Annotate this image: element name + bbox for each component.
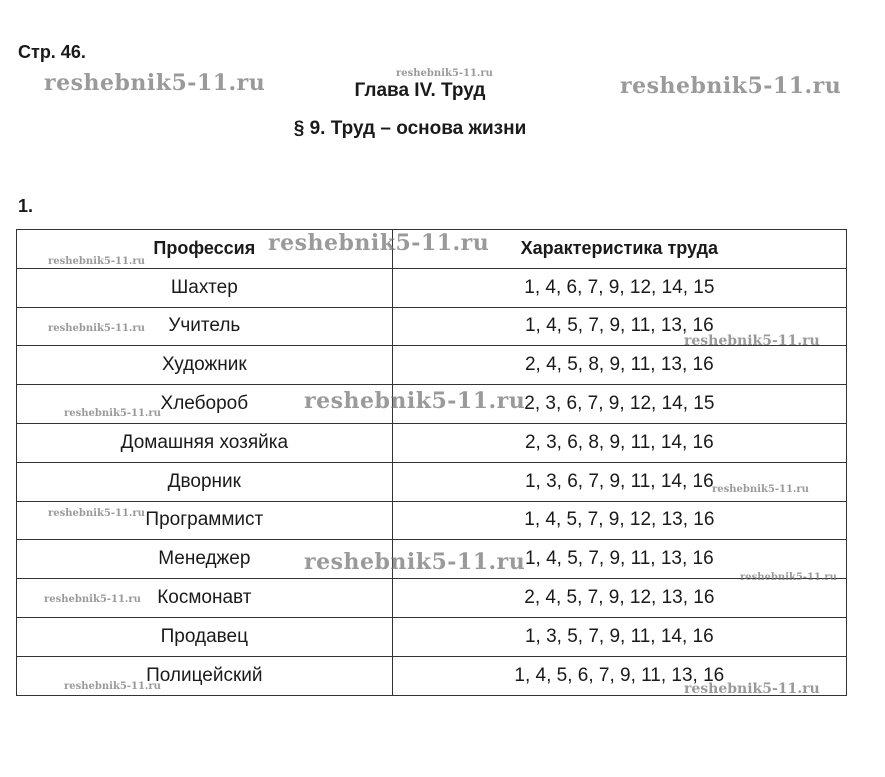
traits-cell: 1, 4, 5, 6, 7, 9, 11, 13, 16 <box>392 656 846 695</box>
watermark: reshebnik5-11.ru <box>684 681 820 697</box>
traits-cell: 2, 4, 5, 7, 9, 12, 13, 16 <box>392 579 846 618</box>
profession-cell: Программист <box>17 501 393 540</box>
table-row <box>17 617 847 656</box>
traits-cell: 2, 3, 6, 8, 9, 11, 14, 16 <box>392 423 846 462</box>
table-row <box>17 579 847 618</box>
table-header-row <box>17 230 847 269</box>
traits-cell: 1, 4, 5, 7, 9, 12, 13, 16 <box>392 501 846 540</box>
chapter-title: Глава IV. Труд <box>354 80 486 101</box>
traits-cell: 1, 3, 5, 7, 9, 11, 14, 16 <box>392 617 846 656</box>
page-label: Стр. 46. <box>18 42 86 62</box>
watermark: reshebnik5-11.ru <box>304 388 526 414</box>
table-row <box>17 462 847 501</box>
table-row <box>17 268 847 307</box>
watermark: reshebnik5-11.ru <box>396 68 493 79</box>
table-row <box>17 346 847 385</box>
table-row <box>17 656 847 695</box>
table-row <box>17 423 847 462</box>
traits-cell: 2, 4, 5, 8, 9, 11, 13, 16 <box>392 346 846 385</box>
section-title: § 9. Труд – основа жизни <box>293 118 527 139</box>
watermark: reshebnik5-11.ru <box>64 408 161 419</box>
profession-cell: Шахтер <box>17 268 393 307</box>
profession-cell: Продавец <box>17 617 393 656</box>
watermark: reshebnik5-11.ru <box>712 484 809 495</box>
watermark: reshebnik5-11.ru <box>48 508 145 519</box>
traits-cell: 2, 3, 6, 7, 9, 12, 14, 15 <box>392 385 846 424</box>
profession-cell: Хлебороб <box>17 385 393 424</box>
traits-cell: 1, 3, 6, 7, 9, 11, 14, 16 <box>392 462 846 501</box>
watermark: reshebnik5-11.ru <box>268 230 490 256</box>
watermark: reshebnik5-11.ru <box>64 681 161 692</box>
watermark: reshebnik5-11.ru <box>684 333 820 349</box>
table-row <box>17 501 847 540</box>
watermark: reshebnik5-11.ru <box>48 256 145 267</box>
profession-cell: Менеджер <box>17 540 393 579</box>
header-traits: Характеристика труда <box>392 230 846 269</box>
profession-cell: Космонавт <box>17 579 393 618</box>
header-profession: Профессия <box>17 230 393 269</box>
traits-cell: 1, 4, 5, 7, 9, 11, 13, 16 <box>392 307 846 346</box>
table-row <box>17 540 847 579</box>
professions-table <box>16 229 847 696</box>
profession-cell: Полицейский <box>17 656 393 695</box>
watermark: reshebnik5-11.ru <box>44 594 141 605</box>
profession-cell: Художник <box>17 346 393 385</box>
watermark: reshebnik5-11.ru <box>304 549 526 575</box>
task-number: 1. <box>18 196 34 216</box>
table-row <box>17 307 847 346</box>
watermark: reshebnik5-11.ru <box>740 572 837 583</box>
profession-cell: Учитель <box>17 307 393 346</box>
profession-cell: Дворник <box>17 462 393 501</box>
traits-cell: 1, 4, 6, 7, 9, 12, 14, 15 <box>392 268 846 307</box>
watermark: reshebnik5-11.ru <box>620 73 842 99</box>
watermark: reshebnik5-11.ru <box>48 323 145 334</box>
traits-cell: 1, 4, 5, 7, 9, 11, 13, 16 <box>392 540 846 579</box>
watermark: reshebnik5-11.ru <box>44 70 266 96</box>
table-row <box>17 385 847 424</box>
profession-cell: Домашняя хозяйка <box>17 423 393 462</box>
